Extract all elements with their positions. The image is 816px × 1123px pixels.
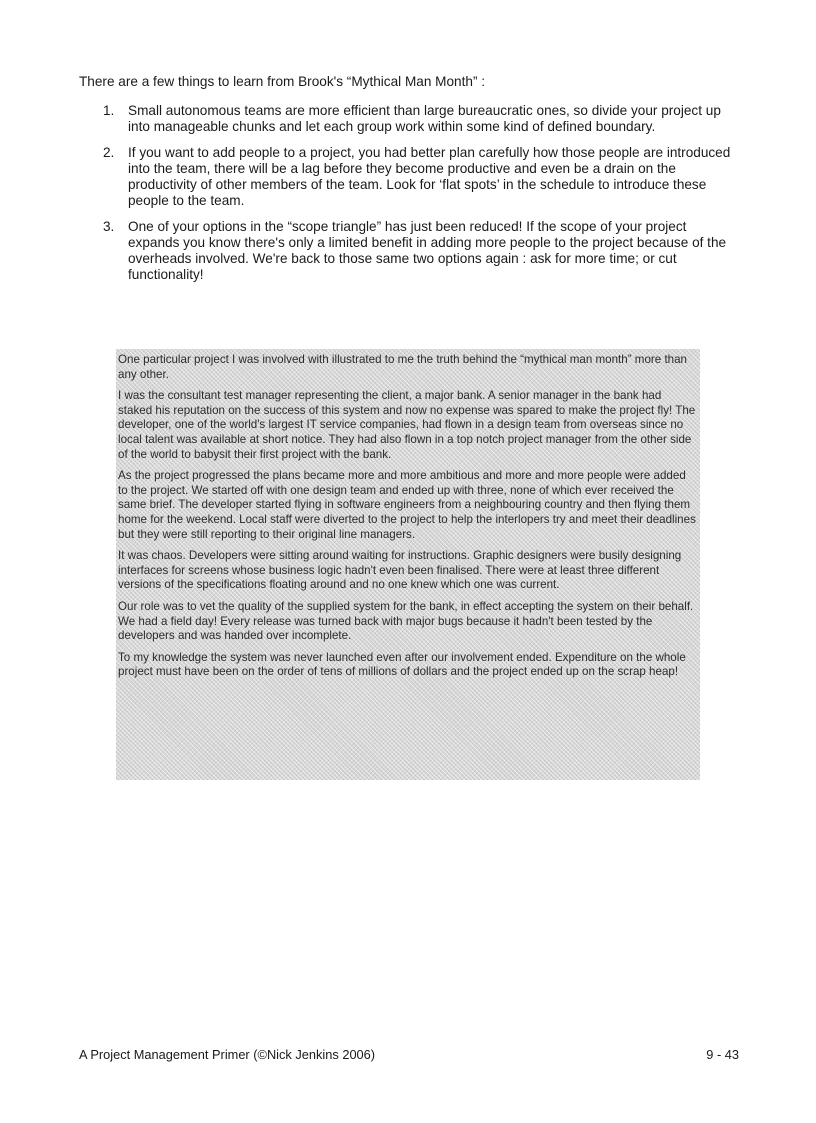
footer-title: A Project Management Primer (©Nick Jenkins 2006) [79,1047,376,1062]
case-study-paragraph: To my knowledge the system was never launched even after our involvement ended. Expenditure on the whole project must have been on the order of tens of millions of dollars and the project ended up on the scrap heap! [118,650,686,679]
list-item-text: Small autonomous teams are more efficient than large bureaucratic ones, so divide your project up into manageable chunks and let each group work within some kind of defined boundary. [128,103,721,134]
lessons-list [79,103,739,293]
list-item [79,219,739,283]
list-number: 1. [103,103,115,118]
case-study-paragraph: It was chaos. Developers were sitting around waiting for instructions. Graphic designers were busily designing interfaces for screens whose business logic hadn't even been finalised. There were at least three different versions of the specifications floating around and no one knew which one was current. [118,549,682,592]
list-item [79,103,739,135]
case-study-box [116,349,700,780]
page-footer [79,1047,739,1062]
list-number: 2. [103,145,115,160]
case-study-paragraph: Our role was to vet the quality of the supplied system for the bank, in effect accepting the system on their behalf. We had a field day! Every release was turned back with major bugs because it hadn't been tested by the developers and was handed over incomplete. [118,599,694,643]
list-item-text: If you want to add people to a project, you had better plan carefully how those people are introduced into the team, there will be a lag before they become productive and even be a drain on the productivity of other members of the team. Look for ‘flat spots’ in the schedule to introduce these people to the team. [128,145,731,208]
page-number: 9 - 43 [706,1047,739,1062]
list-number: 3. [103,219,115,234]
case-study-paragraph: I was the consultant test manager representing the client, a major bank. A senior manager in the bank had staked his reputation on the success of this system and now no expense was spared to make the project fly! The developer, one of the world's largest IT service companies, had flown in a design team from overseas since no local talent was available at short notice. They had also flown in a top notch project manager from the other side of the world to babysit their first project with the bank. [118,389,696,461]
intro-text: There are a few things to learn from Brook's “Mythical Man Month” : [79,74,486,89]
list-item-text: One of your options in the “scope triangle” has just been reduced! If the scope of your project expands you know there's only a limited benefit in adding more people to the project because of the overheads involved. We're back to those same two options again : ask for more time; or cut functionality! [128,219,727,282]
case-study-paragraph: One particular project I was involved with illustrated to me the truth behind the “mythical man month” more than any other. [118,353,688,381]
case-study-paragraph: As the project progressed the plans became more and more ambitious and more and more people were added to the project. We started off with one design team and ended up with three, none of which ever received the same brief. The developer started flying in software engineers from a neighbouring country and then flying them home for the weekend. Local staff were diverted to the project to help the interlopers try and meet their deadlines but they were still reporting to their original line managers. [118,469,696,541]
list-item [79,145,739,209]
